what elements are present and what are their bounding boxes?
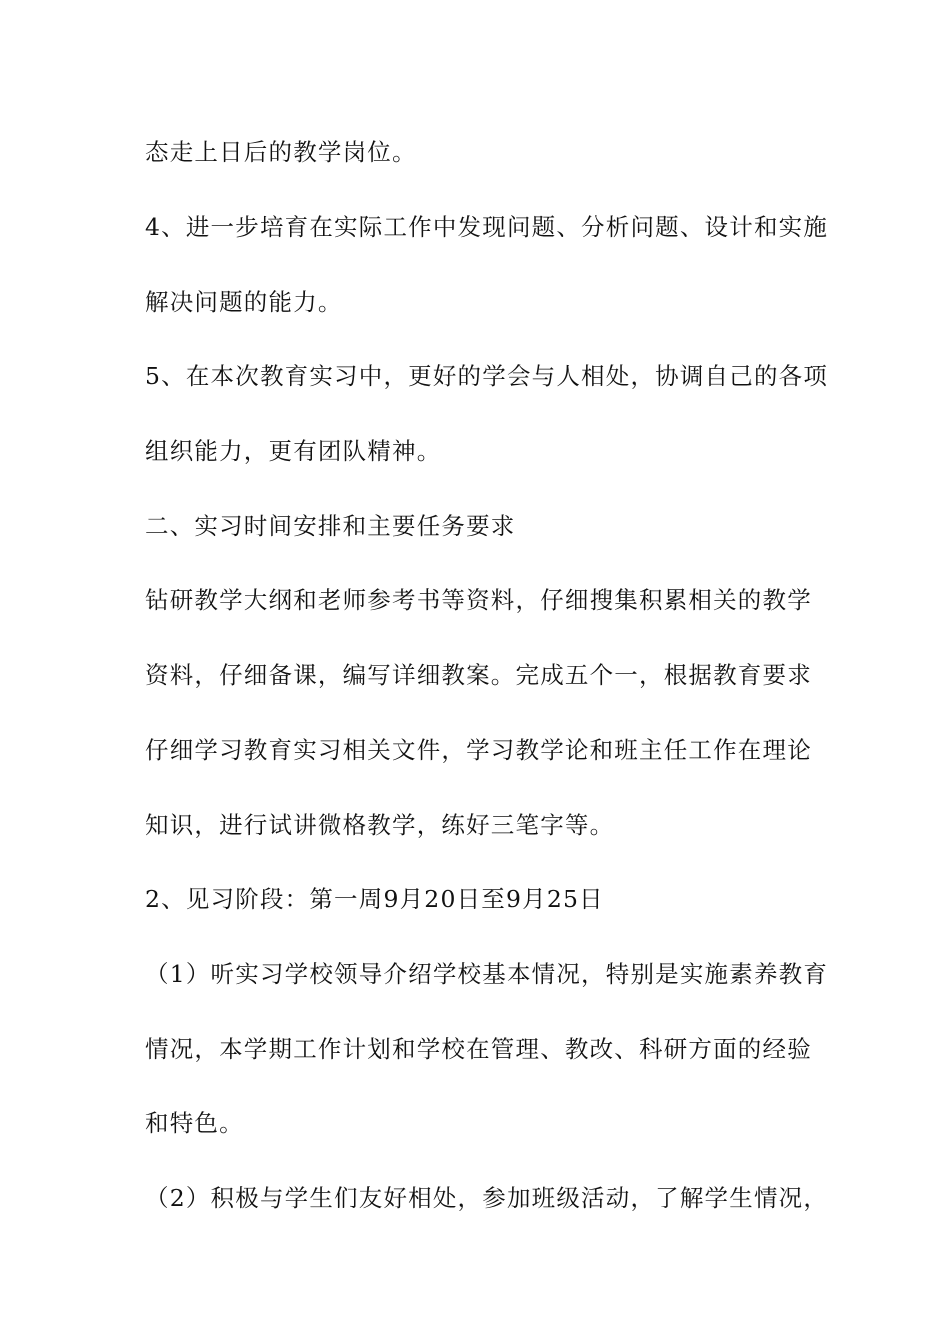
- text-line: 5、在本次教育实习中，更好的学会与人相处，协调自己的各项: [145, 362, 829, 390]
- text-line: 钻研教学大纲和老师参考书等资料，仔细搜集积累相关的教学: [145, 586, 812, 614]
- text-line: 组织能力，更有团队精神。: [145, 437, 442, 465]
- section-heading: 二、实习时间安排和主要任务要求: [145, 512, 516, 540]
- text-line: 资料，仔细备课，编写详细教案。完成五个一，根据教育要求: [145, 661, 812, 689]
- text-line: 和特色。: [145, 1109, 244, 1137]
- text-line: 情况，本学期工作计划和学校在管理、教改、科研方面的经验: [145, 1035, 812, 1063]
- text-line: 2、见习阶段：第一周9月20日至9月25日: [145, 885, 604, 913]
- text-line: （1）听实习学校领导介绍学校基本情况，特别是实施素养教育: [145, 960, 829, 988]
- text-line: 态走上日后的教学岗位。: [145, 138, 417, 166]
- text-line: 解决问题的能力。: [145, 288, 343, 316]
- text-line: 4、进一步培育在实际工作中发现问题、分析问题、设计和实施: [145, 213, 829, 241]
- text-line: 仔细学习教育实习相关文件，学习教学论和班主任工作在理论: [145, 736, 812, 764]
- text-line: 知识，进行试讲微格教学，练好三笔字等。: [145, 811, 615, 839]
- text-line: （2）积极与学生们友好相处，参加班级活动，了解学生情况，: [145, 1184, 829, 1212]
